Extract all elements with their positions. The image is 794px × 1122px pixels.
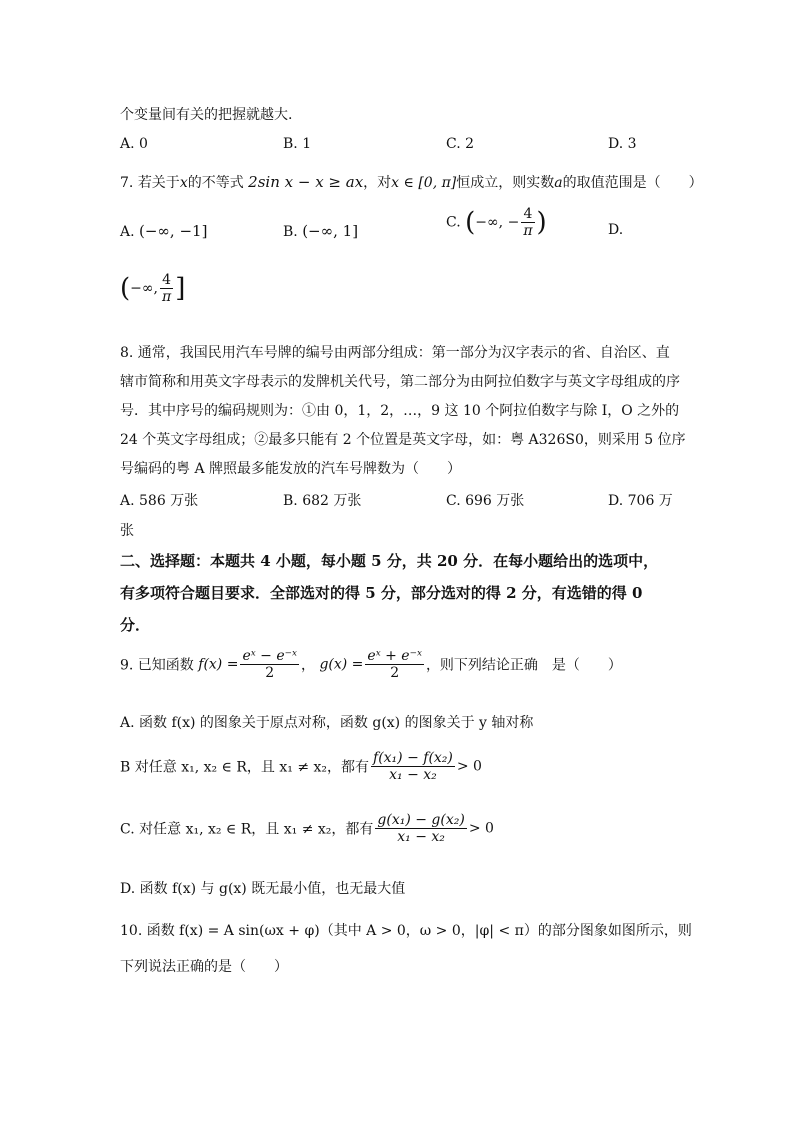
q7-option-c-num: 4 <box>523 206 533 222</box>
q8-option-a: A. 586 万张 <box>120 493 199 509</box>
q7-option-d-fraction <box>160 272 173 305</box>
q6-option-c: C. 2 <box>446 136 475 152</box>
q6-tail-text: 个变量间有关的把握就越大. <box>120 107 293 123</box>
q9-g-num: eˣ + e⁻ˣ <box>367 648 422 664</box>
q7-text-5: 的取值范围是（ ） <box>562 175 703 191</box>
q7-text-1: 若关于 <box>137 175 180 191</box>
q7-option-d-lparen: ( <box>120 273 131 304</box>
q7-number: 7. <box>120 175 134 191</box>
q7-option-c-label: C. <box>446 214 461 231</box>
q9-g-den: 2 <box>365 664 424 681</box>
q9-option-b-num: f(x₁) − f(x₂) <box>373 750 453 766</box>
q9-stem <box>120 648 622 681</box>
q7-option-a-label: A. <box>120 224 135 240</box>
q8-line-4: 24 个英文字母组成；②最多只能有 2 个位置是英文字母，如：粤 A326S0，则采用 5 位序 <box>120 432 686 448</box>
section2-line-1: 二、选择题：本题共 4 小题，每小题 5 分，共 20 分．在每小题给出的选项中， <box>120 552 659 570</box>
q9-option-b-prefix: B 对任意 x₁, x₂ ∈ R，且 x₁ ≠ x₂，都有 <box>120 759 370 776</box>
q9-option-a: A. 函数 f(x) 的图象关于原点对称，函数 g(x) 的图象关于 y 轴对称 <box>120 715 534 731</box>
q7-domain: x ∈ [0, π] <box>391 175 457 191</box>
q7-text-3: ，对 <box>363 175 392 191</box>
q7-text-2: 的不等式 <box>187 175 244 191</box>
q8-option-b: B. 682 万张 <box>283 493 362 509</box>
q7-var-x: x <box>179 175 188 191</box>
q9-g-fraction <box>365 648 424 681</box>
q9-f-def: f(x) = <box>198 656 239 673</box>
q8-option-c: C. 696 万张 <box>446 493 525 509</box>
q8-option-d: D. 706 万 <box>608 493 673 509</box>
q9-f-fraction <box>240 648 299 681</box>
q9-option-d: D. 函数 f(x) 与 g(x) 既无最小值，也无最大值 <box>120 881 406 897</box>
q7-option-d-den: π <box>162 289 172 306</box>
q9-g-def: g(x) = <box>319 656 364 673</box>
q9-f-num: eˣ − e⁻ˣ <box>242 648 297 664</box>
q9-option-b-den: x₁ − x₂ <box>371 766 455 783</box>
q7-text-4: 恒成立，则实数 <box>456 175 555 191</box>
q8-line-3: 号．其中序号的编码规则为：①由 0，1，2，…，9 这 10 个阿拉伯数字与除 I，O 之外的 <box>120 403 680 419</box>
q7-stem <box>120 172 703 192</box>
q7-option-b-label: B. <box>283 224 298 240</box>
q9-option-b <box>120 750 482 783</box>
q8-line-1: 8. 通常，我国民用汽车号牌的编号由两部分组成：第一部分为汉字表示的省、自治区、直 <box>120 345 670 361</box>
q9-option-c <box>120 812 494 845</box>
q7-option-c-lparen: ( <box>465 207 476 238</box>
q9-option-c-den: x₁ − x₂ <box>375 828 466 845</box>
q7-option-d-value <box>120 272 185 305</box>
q9-option-b-fraction <box>371 750 455 783</box>
q7-option-a <box>120 222 207 240</box>
q10-line-1: 10. 函数 f(x) = A sin(ωx + φ)（其中 A > 0，ω > 0，|φ| < π）的部分图象如图所示，则 <box>120 923 692 939</box>
q7-option-b <box>283 222 358 240</box>
q8-line-2: 辖市简称和用英文字母表示的发牌机关代号，第二部分为由阿拉伯数字与英文字母组成的序 <box>120 374 680 390</box>
q6-option-a: A. 0 <box>120 136 148 152</box>
q9-separator: ， <box>300 657 315 674</box>
q7-option-c-prefix: −∞, − <box>475 214 520 231</box>
q7-option-d-label: D. <box>608 222 624 238</box>
q7-option-c-fraction <box>521 206 534 239</box>
section2-line-3: 分． <box>120 616 151 634</box>
q8-line-5: 号编码的粤 A 牌照最多能发放的汽车号牌数为（ ） <box>120 461 462 477</box>
q7-option-c <box>446 206 547 239</box>
q7-option-d-rbracket: ] <box>175 273 186 304</box>
q9-option-b-tail: > 0 <box>456 758 482 775</box>
q9-option-c-tail: > 0 <box>468 820 494 837</box>
q9-option-c-fraction <box>375 812 466 845</box>
q6-option-b: B. 1 <box>283 136 312 152</box>
q7-option-d-num: 4 <box>162 272 172 288</box>
q8-option-d-wrap: 张 <box>120 523 134 539</box>
q7-option-d-prefix: −∞, <box>130 280 158 297</box>
q7-option-c-rparen: ) <box>536 207 547 238</box>
q6-option-d: D. 3 <box>608 136 637 152</box>
q9-f-den: 2 <box>240 664 299 681</box>
q9-tail: ，则下列结论正确 是（ ） <box>425 657 622 674</box>
q10-line-2: 下列说法正确的是（ ） <box>120 959 288 975</box>
q9-option-c-prefix: C. 对任意 x₁, x₂ ∈ R，且 x₁ ≠ x₂，都有 <box>120 821 374 838</box>
q7-option-c-den: π <box>523 223 533 240</box>
q7-option-b-value: (−∞, 1] <box>302 222 359 240</box>
q7-var-a: a <box>554 175 563 191</box>
q7-option-a-value: (−∞, −1] <box>139 222 208 240</box>
q9-option-c-num: g(x₁) − g(x₂) <box>377 812 465 828</box>
q9-number: 9. 已知函数 <box>120 657 194 674</box>
section2-line-2: 有多项符合题目要求．全部选对的得 5 分，部分选对的得 2 分，有选错的得 0 <box>120 584 643 602</box>
q7-inequality: 2sin x − x ≥ ax <box>248 173 364 191</box>
